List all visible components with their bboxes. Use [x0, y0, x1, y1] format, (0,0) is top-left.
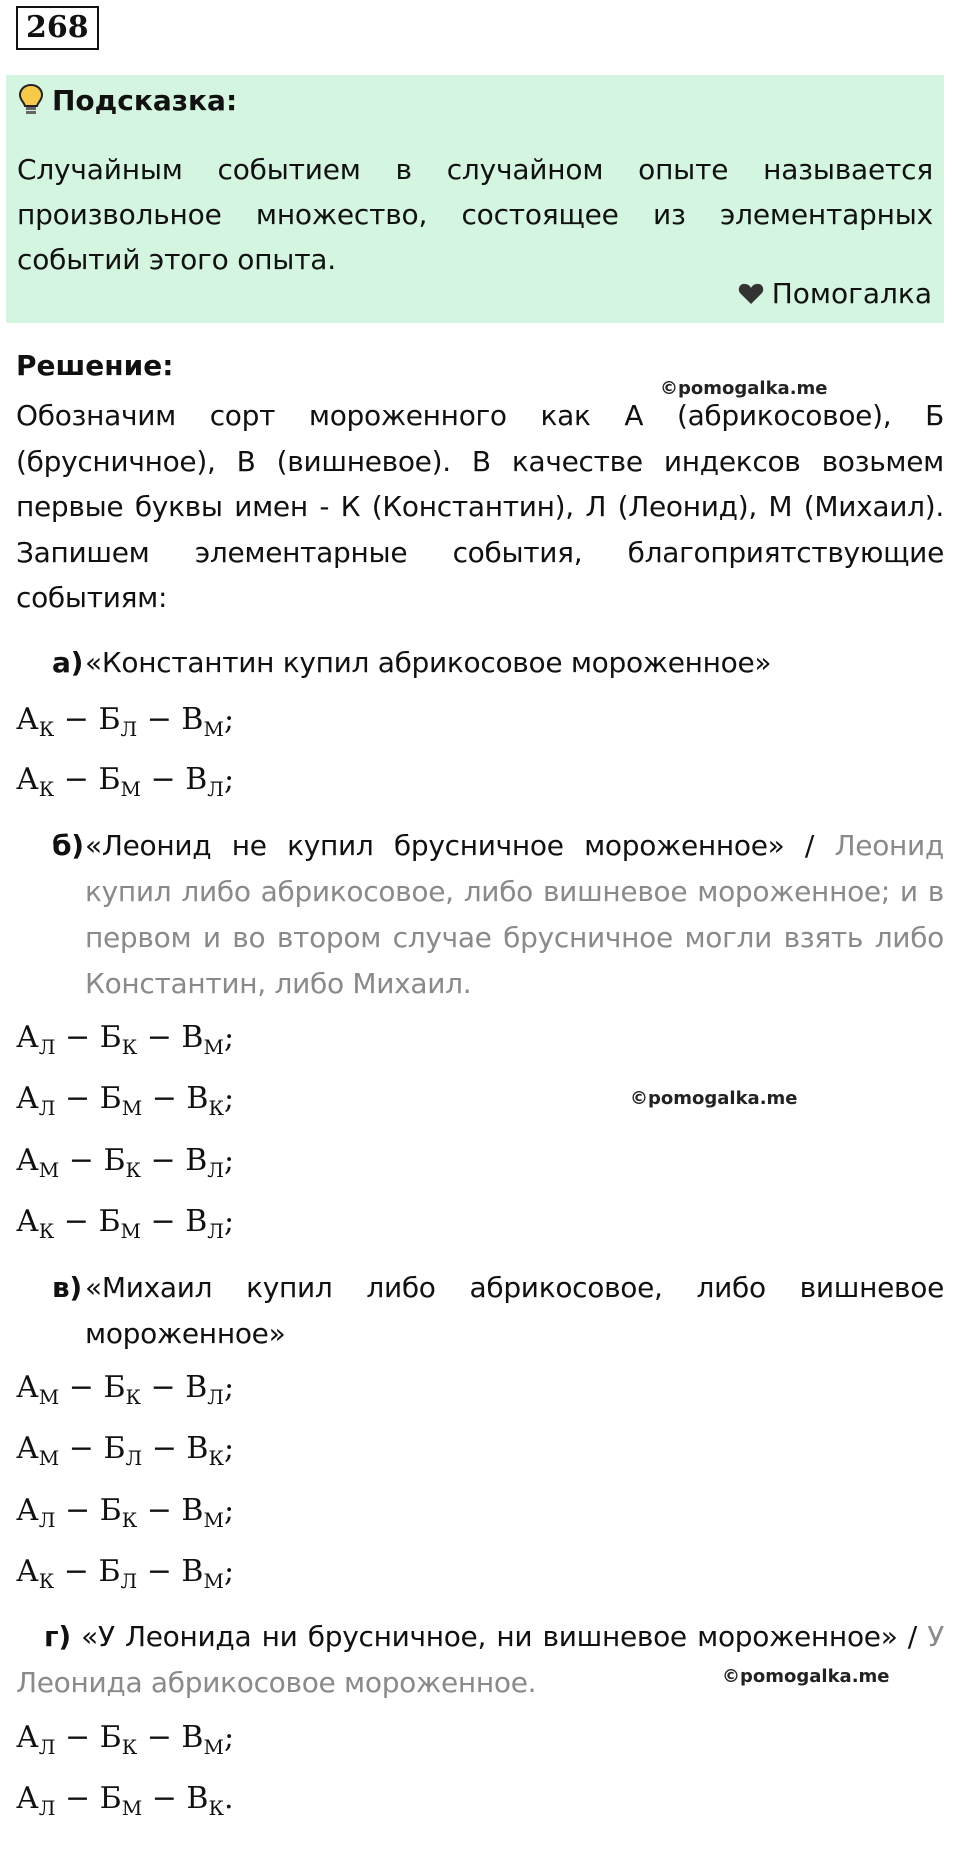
- formula-subscript: М: [38, 1446, 60, 1470]
- formula-dash: −: [137, 702, 182, 737]
- formula-letter: А: [16, 762, 39, 797]
- brand-label: Помогалка: [771, 277, 932, 310]
- formula-subscript: К: [121, 1035, 138, 1059]
- formula-dash: −: [59, 1143, 104, 1178]
- formula: [16, 1554, 234, 1593]
- formula-end: ;: [223, 1720, 235, 1755]
- formula-subscript: М: [203, 717, 224, 741]
- part-b-label: б): [52, 829, 84, 862]
- formula-letter: А: [16, 1493, 39, 1528]
- formula-letter: В: [181, 1020, 204, 1055]
- formula-letter: В: [181, 1554, 204, 1589]
- formula-letter: Б: [103, 1370, 126, 1405]
- formula-letter: Б: [99, 1081, 122, 1116]
- formula-dash: −: [55, 1020, 100, 1055]
- formula-subscript: Л: [120, 717, 138, 741]
- formula-letter: А: [16, 702, 39, 737]
- formula-letter: Б: [99, 1020, 122, 1055]
- formula: [16, 1020, 234, 1059]
- formula-end: ;: [223, 1431, 235, 1466]
- formula-subscript: К: [38, 1219, 55, 1243]
- formula: [16, 1781, 233, 1820]
- formula-subscript: М: [120, 1219, 141, 1243]
- formula-dash: −: [59, 1370, 104, 1405]
- formula-letter: Б: [98, 1554, 121, 1589]
- hint-title: Подсказка:: [52, 83, 238, 117]
- formula-dash: −: [54, 1204, 99, 1239]
- watermark-2: ©pomogalka.me: [630, 1088, 798, 1109]
- formula-subscript: М: [203, 1508, 224, 1532]
- formula-subscript: Л: [207, 1158, 224, 1182]
- part-a-text: «Константин купил абрикосовое мороженное»: [85, 646, 772, 679]
- formula-subscript: К: [208, 1796, 224, 1820]
- formula-subscript: Л: [38, 1508, 56, 1532]
- formula-dash: −: [137, 1493, 182, 1528]
- formula: [16, 1370, 234, 1409]
- formula-letter: В: [186, 1081, 209, 1116]
- watermark-1: ©pomogalka.me: [660, 378, 828, 399]
- formula-subscript: Л: [207, 777, 224, 801]
- formula-subscript: М: [120, 777, 141, 801]
- formula-subscript: М: [203, 1569, 224, 1593]
- formula-subscript: К: [125, 1158, 141, 1182]
- hint-box: [6, 75, 944, 323]
- formula-letter: В: [185, 1204, 208, 1239]
- formula-subscript: Л: [38, 1796, 56, 1820]
- formula-letter: А: [16, 1554, 39, 1589]
- formula-dash: −: [142, 1081, 187, 1116]
- formula-letter: А: [16, 1720, 39, 1755]
- part-b-quote: «Леонид не купил брусничное мороженное» /: [85, 829, 815, 862]
- formula-dash: −: [55, 1781, 100, 1816]
- part-a-label: а): [52, 646, 84, 679]
- formula: [16, 702, 234, 741]
- formula: [16, 1143, 234, 1182]
- part-c-label: в): [52, 1271, 82, 1304]
- part-c-text: «Михаил купил либо абрикосовое, либо вишневое мороженное»: [85, 1271, 944, 1350]
- formula-dash: −: [142, 1431, 187, 1466]
- part-b-text: [85, 823, 944, 1007]
- formula-end: ;: [223, 1554, 235, 1589]
- formula-end: ;: [223, 702, 235, 737]
- formula: [16, 1204, 234, 1243]
- formula: [16, 1493, 234, 1532]
- formula: [16, 762, 234, 801]
- formula-letter: Б: [98, 702, 121, 737]
- formula-dash: −: [55, 1081, 100, 1116]
- formula-letter: В: [181, 702, 204, 737]
- part-d-label: г): [44, 1620, 71, 1653]
- formula-subscript: Л: [38, 1735, 56, 1759]
- formula-letter: Б: [98, 1204, 121, 1239]
- formula-subscript: К: [38, 717, 55, 741]
- formula-subscript: М: [121, 1096, 143, 1120]
- formula-letter: Б: [99, 1781, 122, 1816]
- part-d-quote: «У Леонида ни брусничное, ни вишневое мороженное» /: [81, 1620, 917, 1653]
- formula-subscript: М: [203, 1035, 224, 1059]
- formula-end: ;: [223, 762, 235, 797]
- formula-letter: Б: [103, 1143, 126, 1178]
- part-b-note: Леонид купил либо абрикосовое, либо вишневое мороженное; и в первом и во втором случае брусничное могли взять либо Константин, либо Михаил.: [85, 829, 944, 1000]
- hint-text: Случайным событием в случайном опыте называется произвольное множество, состоящее из элементарных событий этого опыта.: [17, 153, 933, 276]
- formula-subscript: Л: [125, 1446, 143, 1470]
- task-number: 268: [16, 6, 99, 50]
- formula-subscript: К: [38, 1569, 55, 1593]
- formula-dash: −: [54, 762, 99, 797]
- formula: [16, 1081, 234, 1120]
- formula-subscript: Л: [120, 1569, 138, 1593]
- formula-dash: −: [137, 1554, 182, 1589]
- formula-subscript: К: [208, 1446, 224, 1470]
- formula-dash: −: [55, 1493, 100, 1528]
- solution-intro: Обозначим сорт мороженного как А (абрикосовое), Б (брусничное), В (вишневое). В качестве индексов возьмем первые буквы имен - К (Константин), Л (Леонид), М (Михаил). Запишем элементарные события, благоприятствующие событиям:: [16, 399, 944, 614]
- part-d-text: [16, 1614, 944, 1706]
- formula-letter: Б: [99, 1720, 122, 1755]
- formula-subscript: К: [121, 1735, 138, 1759]
- part-a: [52, 640, 944, 686]
- formula: [16, 1720, 234, 1759]
- formula-letter: В: [185, 1143, 208, 1178]
- formula-dash: −: [137, 1020, 182, 1055]
- formula-subscript: К: [38, 777, 55, 801]
- formula-letter: В: [185, 1370, 208, 1405]
- formula-subscript: М: [38, 1385, 60, 1409]
- brand: [738, 277, 932, 310]
- formula-subscript: Л: [207, 1219, 224, 1243]
- watermark-3: ©pomogalka.me: [722, 1666, 890, 1687]
- formula-letter: А: [16, 1370, 39, 1405]
- formula-dash: −: [140, 1370, 186, 1405]
- formula-letter: А: [16, 1431, 39, 1466]
- formula-dash: −: [55, 1720, 100, 1755]
- formula-dash: −: [140, 1204, 186, 1239]
- formula-end: .: [223, 1781, 234, 1816]
- formula-dash: −: [142, 1781, 187, 1816]
- formula-subscript: К: [125, 1385, 141, 1409]
- formula-subscript: Л: [38, 1096, 56, 1120]
- formula-letter: А: [16, 1020, 39, 1055]
- formula-letter: В: [181, 1720, 204, 1755]
- formula-letter: В: [186, 1781, 209, 1816]
- formula-dash: −: [54, 702, 99, 737]
- formula-letter: А: [16, 1781, 39, 1816]
- formula-dash: −: [59, 1431, 104, 1466]
- formula-dash: −: [140, 1143, 186, 1178]
- formula-end: ;: [223, 1020, 235, 1055]
- formula-end: ;: [223, 1204, 235, 1239]
- part-d: [16, 1614, 944, 1706]
- formula-subscript: М: [121, 1796, 143, 1820]
- formula-subscript: К: [208, 1096, 224, 1120]
- solution-title: Решение:: [16, 349, 174, 382]
- heart-icon: [738, 283, 764, 305]
- formula-end: ;: [223, 1370, 235, 1405]
- formula-end: ;: [223, 1493, 235, 1528]
- formula-letter: А: [16, 1143, 39, 1178]
- formula-letter: А: [16, 1204, 39, 1239]
- formula-letter: В: [181, 1493, 204, 1528]
- hint-header: [18, 83, 237, 117]
- lightbulb-icon: [18, 83, 44, 117]
- formula: [16, 1431, 234, 1470]
- formula-letter: В: [186, 1431, 209, 1466]
- formula-dash: −: [54, 1554, 99, 1589]
- formula-subscript: К: [121, 1508, 138, 1532]
- formula-dash: −: [140, 762, 186, 797]
- formula-dash: −: [137, 1720, 182, 1755]
- part-c: [52, 1265, 944, 1357]
- part-b: [52, 823, 944, 1007]
- formula-subscript: Л: [207, 1385, 224, 1409]
- part-d-note: У Леонида абрикосовое мороженное.: [16, 1620, 944, 1699]
- formula-letter: А: [16, 1081, 39, 1116]
- formula-end: ;: [223, 1081, 235, 1116]
- formula-end: ;: [223, 1143, 235, 1178]
- formula-subscript: М: [38, 1158, 60, 1182]
- formula-subscript: М: [203, 1735, 224, 1759]
- formula-letter: Б: [103, 1431, 126, 1466]
- formula-letter: Б: [98, 762, 121, 797]
- formula-letter: В: [185, 762, 208, 797]
- formula-letter: Б: [99, 1493, 122, 1528]
- formula-subscript: Л: [38, 1035, 56, 1059]
